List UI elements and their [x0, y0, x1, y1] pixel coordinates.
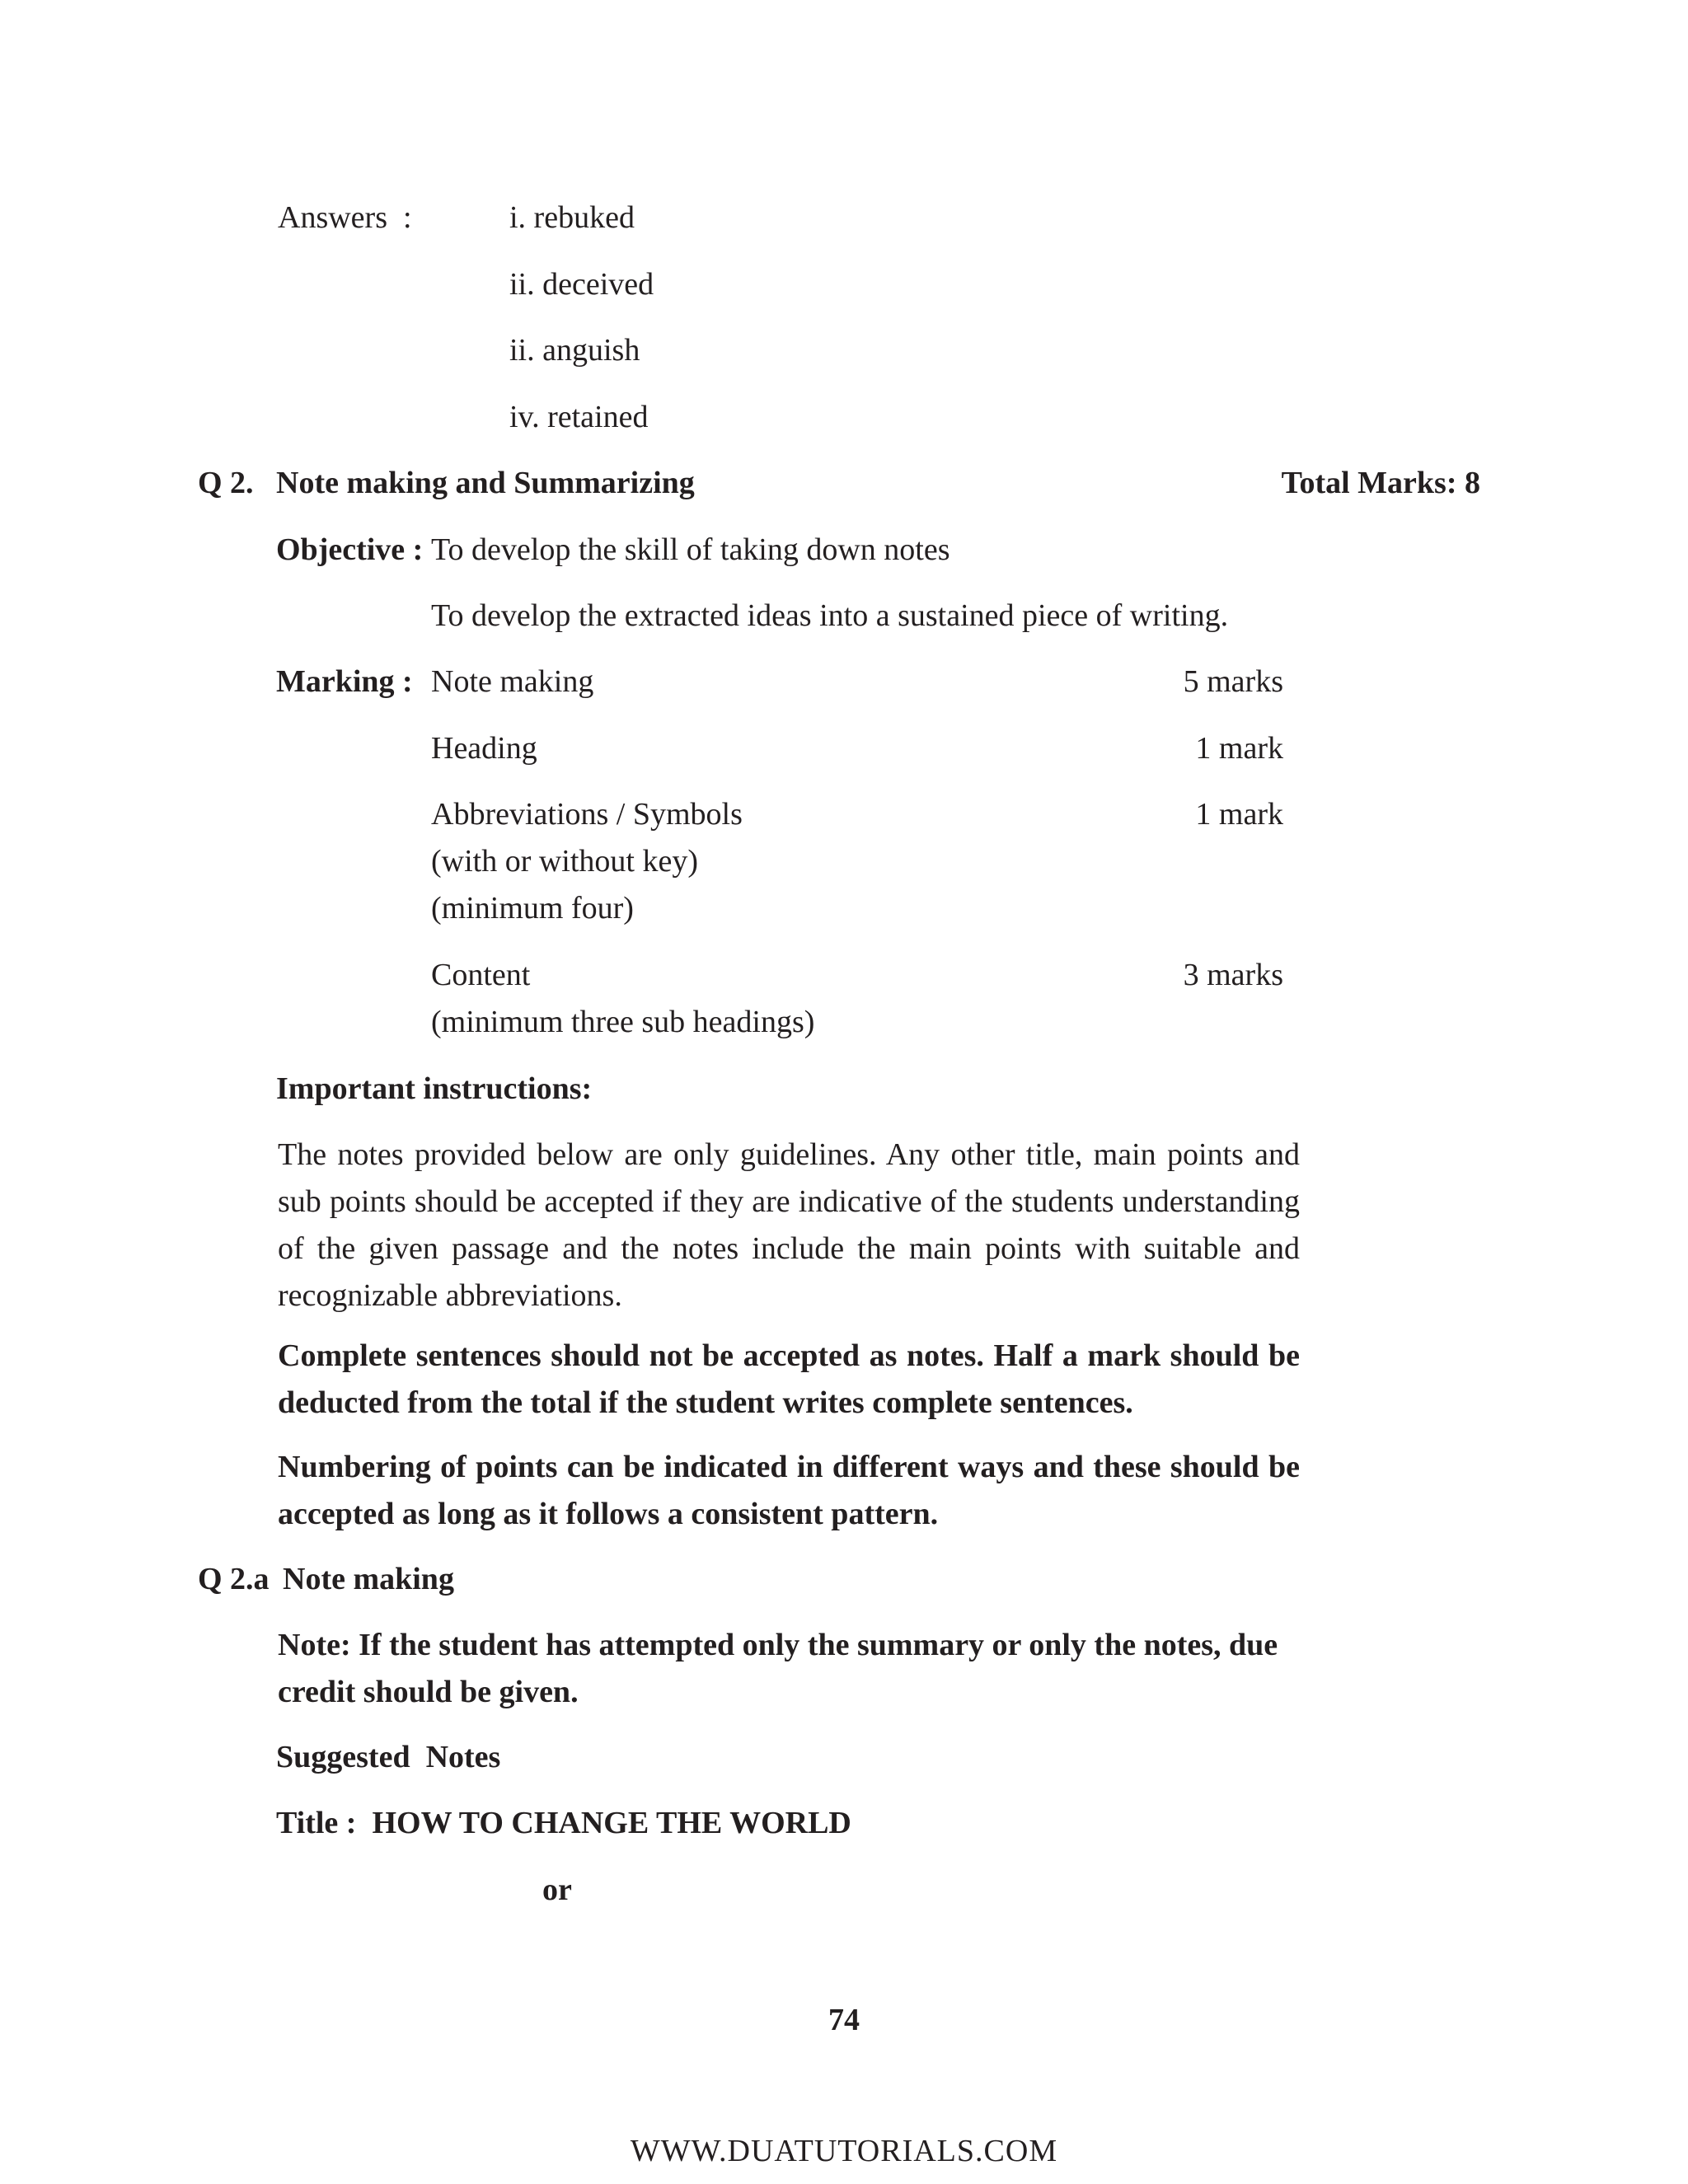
- instructions-paragraph: The notes provided below are only guidelines. Any other title, main points and sub points should be accepted if they are indicative of the students understanding of the given passage and the notes include the main points with suitable and recognizable abbreviations.: [278, 1137, 1300, 1313]
- answer-item: ii. anguish: [509, 333, 640, 368]
- marking-marks: 3 marks: [1183, 958, 1283, 992]
- marking-sub: (with or without key): [431, 844, 699, 879]
- question-title: Note making: [283, 1562, 454, 1596]
- marking-marks: 1 mark: [1195, 797, 1283, 832]
- marking-item: Content: [431, 958, 531, 992]
- question-title: Note making and Summarizing: [276, 466, 695, 500]
- note-paragraph: Note: If the student has attempted only the summary or only the notes, due credit should be given.: [278, 1628, 1278, 1709]
- total-marks: Total Marks: 8: [1281, 466, 1480, 500]
- question-number: Q 2.: [198, 466, 254, 500]
- question-number: Q 2.a: [198, 1562, 270, 1596]
- marking-marks: 5 marks: [1183, 664, 1283, 699]
- page-number: 74: [828, 2003, 860, 2037]
- answer-item: iv. retained: [509, 400, 649, 434]
- or-text: or: [542, 1872, 572, 1907]
- objective-label: Objective :: [276, 532, 424, 567]
- marking-item: Note making: [431, 664, 594, 699]
- objective-line: To develop the extracted ideas into a sustained piece of writing.: [431, 598, 1229, 633]
- instructions-heading: Important instructions:: [276, 1071, 593, 1106]
- marking-item: Heading: [431, 731, 537, 766]
- answer-item: ii. deceived: [509, 267, 654, 302]
- notes-title-value: HOW TO CHANGE THE WORLD: [372, 1806, 851, 1840]
- marking-marks: 1 mark: [1195, 731, 1283, 766]
- suggested-notes-heading: Suggested Notes: [276, 1740, 501, 1774]
- marking-label: Marking :: [276, 664, 413, 699]
- notes-title-label: Title :: [276, 1806, 357, 1840]
- objective-line: To develop the skill of taking down notes: [431, 532, 950, 567]
- website-url: WWW.DUATUTORIALS.COM: [630, 2134, 1058, 2168]
- bold-instruction: Numbering of points can be indicated in different ways and these should be accepted as long as it follows a consistent pattern.: [278, 1450, 1300, 1531]
- answers-label: Answers :: [278, 200, 412, 235]
- bold-instruction: Complete sentences should not be accepted as notes. Half a mark should be deducted from the total if the student writes complete sentences.: [278, 1338, 1300, 1420]
- marking-item: Abbreviations / Symbols: [431, 797, 743, 832]
- answer-item: i. rebuked: [509, 200, 635, 235]
- notes-title: [276, 1800, 851, 1847]
- marking-sub: (minimum four): [431, 891, 634, 926]
- marking-sub: (minimum three sub headings): [431, 1005, 815, 1039]
